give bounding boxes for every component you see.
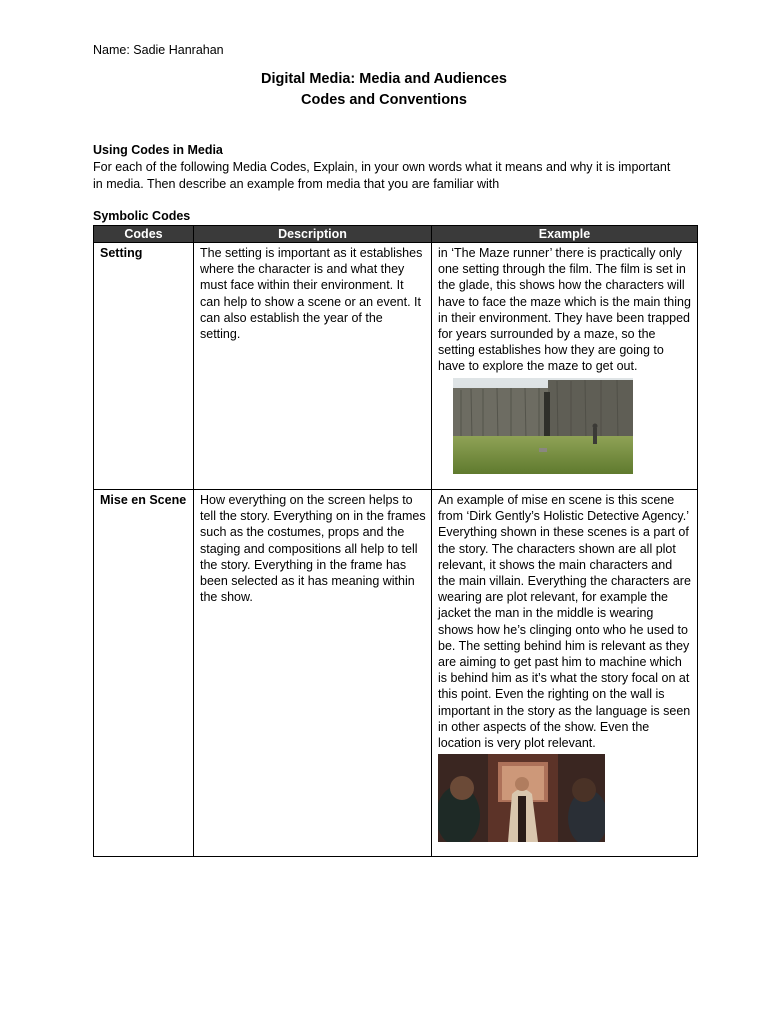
example-text: An example of mise en scene is this scene from ‘Dirk Gently’s Holistic Detective Agency.’ Everything shown in these scenes is a part of the story. The characters shown are all plot relevant, it shows the main characters and the main villain. Everything the characters are wearing are plot relevant, for example the jacket the man in the middle is wearing shows how he’s clinging onto who he used to be. The setting behind him is relevant as they are aiming to get past him to machine which is behind him as it’s what the story focal on at this point. Even the righting on the wall is important in the story as the language is seen in other aspects of the show. Even the location is very plot relevant.	[438, 493, 691, 751]
example-text: in ‘The Maze runner’ there is practically only one setting through the film. The film is set in the glade, this shows how the characters will have to face the maze which is the main thing in their environment. They have been trapped for years surrounded by a maze, so the setting establishes how they are going to have to explore the maze to get out.	[438, 246, 691, 374]
column-header-example: Example	[432, 226, 698, 243]
description-cell: The setting is important as it establishes where the character is and what they must face within their environment. It can help to show a scene or an event. It can also establish the year of the setting.	[194, 243, 432, 490]
section-heading: Using Codes in Media	[93, 143, 223, 157]
table-row	[94, 243, 698, 490]
codes-table	[93, 225, 698, 857]
dirk-gently-still-image	[438, 754, 605, 842]
example-cell	[432, 243, 698, 490]
column-header-description: Description	[194, 226, 432, 243]
code-cell: Mise en Scene	[94, 490, 194, 857]
table-row	[94, 490, 698, 857]
column-header-codes: Codes	[94, 226, 194, 243]
document-subtitle: Codes and Conventions	[301, 92, 467, 108]
description-cell: How everything on the screen helps to tell the story. Everything on in the frames such as the costumes, props and the staging and compositions all help to tell the story. Everything in the frame has been selected as it has meaning within the show.	[194, 490, 432, 857]
example-cell	[432, 490, 698, 857]
maze-runner-still-image	[453, 378, 633, 474]
document-title: Digital Media: Media and Audiences	[260, 71, 507, 87]
table-caption: Symbolic Codes	[93, 209, 191, 223]
code-cell: Setting	[94, 243, 194, 490]
student-name: Name: Sadie Hanrahan	[93, 43, 224, 57]
section-instructions: For each of the following Media Codes, Explain, in your own words what it means and why it is important in media. Then describe an example from media that you are familiar with	[93, 160, 671, 191]
table-header-row	[94, 226, 698, 243]
